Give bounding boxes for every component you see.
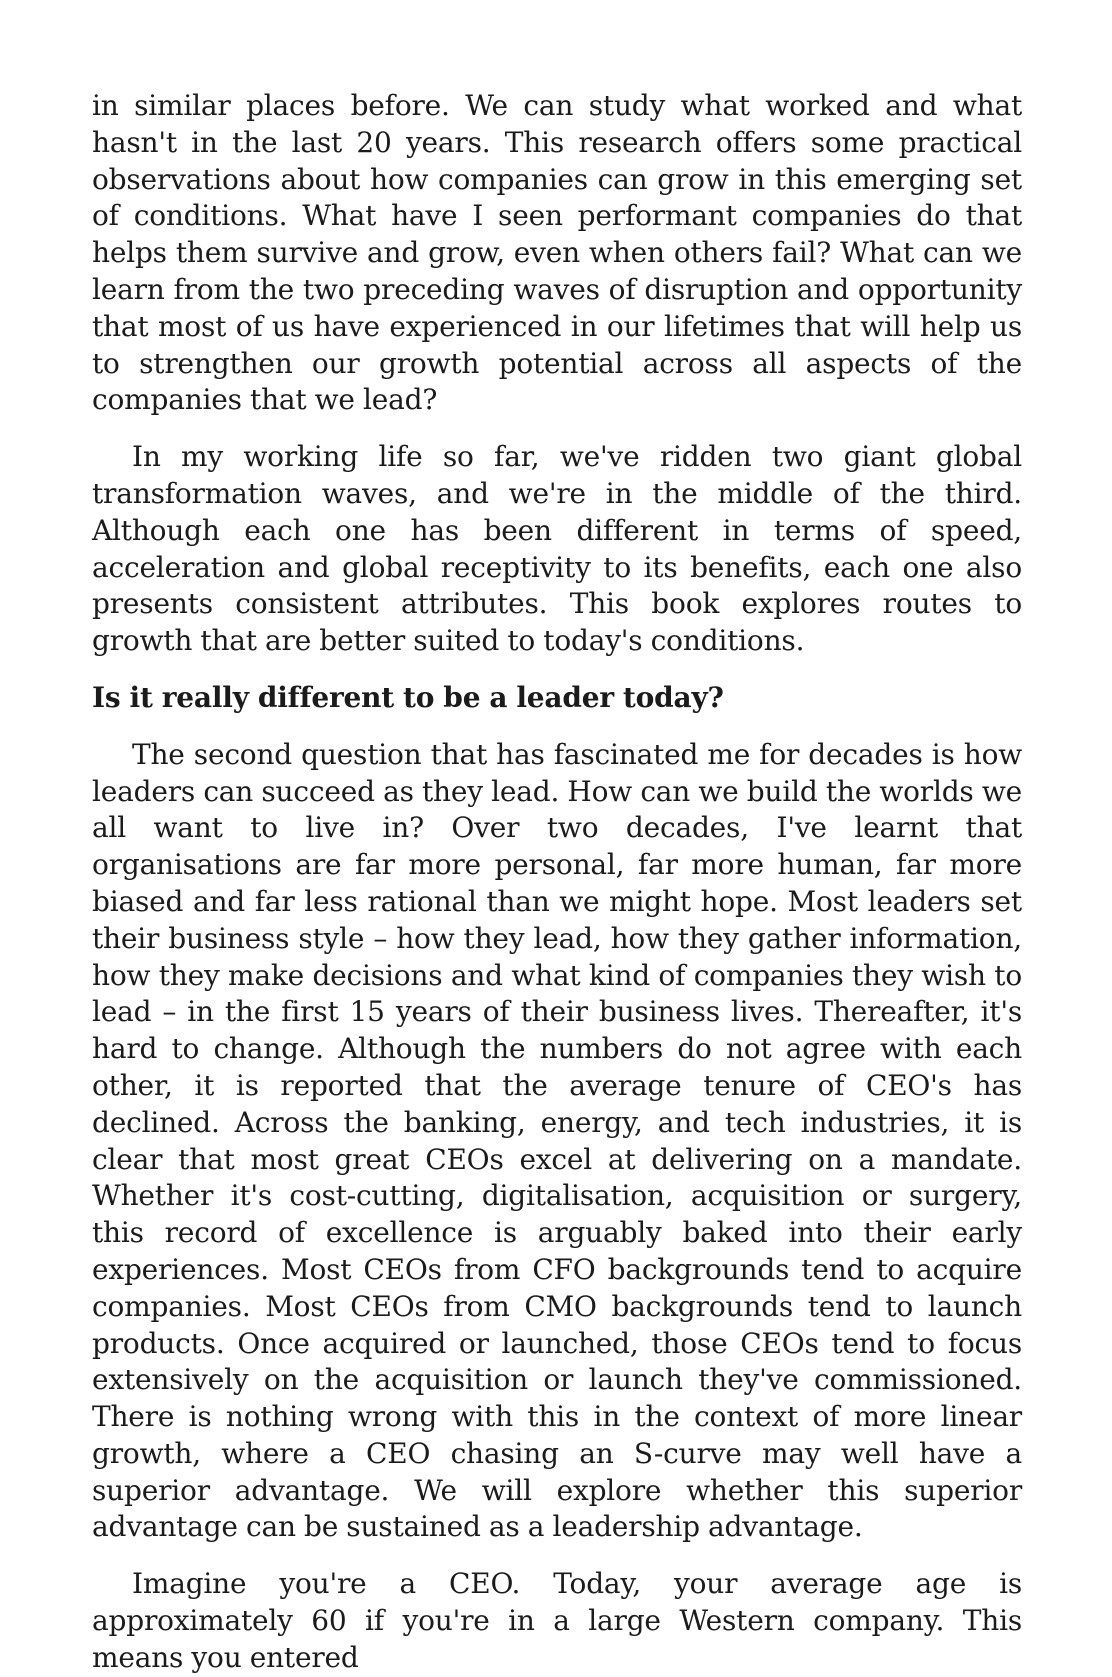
- paragraph-transformation-waves: In my working life so far, we've ridden two giant global transformation waves, and we're in the middle of the third. Although each one has been different in terms of speed, acceleration and global receptivity to its benefits, each one also presents consistent attributes. This book explores routes to growth that are better suited to today's conditions.: [92, 440, 1022, 658]
- paragraph-continued: in similar places before. We can study what worked and what hasn't in the last 20 years. This research offers some practical observations about how companies can grow in this emerging set of conditions. What have I seen performant companies do that helps them survive and grow, even when others fail? What can we learn from the two preceding waves of disruption and opportunity that most of us have experienced in our lifetimes that will help us to strengthen our growth potential across all aspects of the companies that we lead?: [92, 89, 1022, 417]
- paragraph-imagine-ceo: Imagine you're a CEO. Today, your average age is approximately 60 if you're in a large Western company. This means you entered: [92, 1567, 1022, 1674]
- section-heading: Is it really different to be a leader today?: [92, 680, 724, 714]
- paragraph-leadership: The second question that has fascinated me for decades is how leaders can succeed as they lead. How can we build the worlds we all want to live in? Over two decades, I've learnt that organisations are far more personal, far more human, far more biased and far less rational than we might hope. Most leaders set their business style – how they lead, how they gather information, how they make decisions and what kind of companies they wish to lead – in the first 15 years of their business lives. Thereafter, it's hard to change. Although the numbers do not agree with each other, it is reported that the average tenure of CEO's has declined. Across the banking, energy, and tech industries, it is clear that most great CEOs excel at delivering on a mandate. Whether it's cost-cutting, digitalisation, acquisition or surgery, this record of excellence is arguably baked into their early experiences. Most CEOs from CFO backgrounds tend to acquire companies. Most CEOs from CMO backgrounds tend to launch products. Once acquired or launched, those CEOs tend to focus extensively on the acquisition or launch they've commissioned. There is nothing wrong with this in the context of more linear growth, where a CEO chasing an S-curve may well have a superior advantage. We will explore whether this superior advantage can be sustained as a leadership advantage.: [92, 737, 1022, 1544]
- book-page: [92, 88, 1022, 1677]
